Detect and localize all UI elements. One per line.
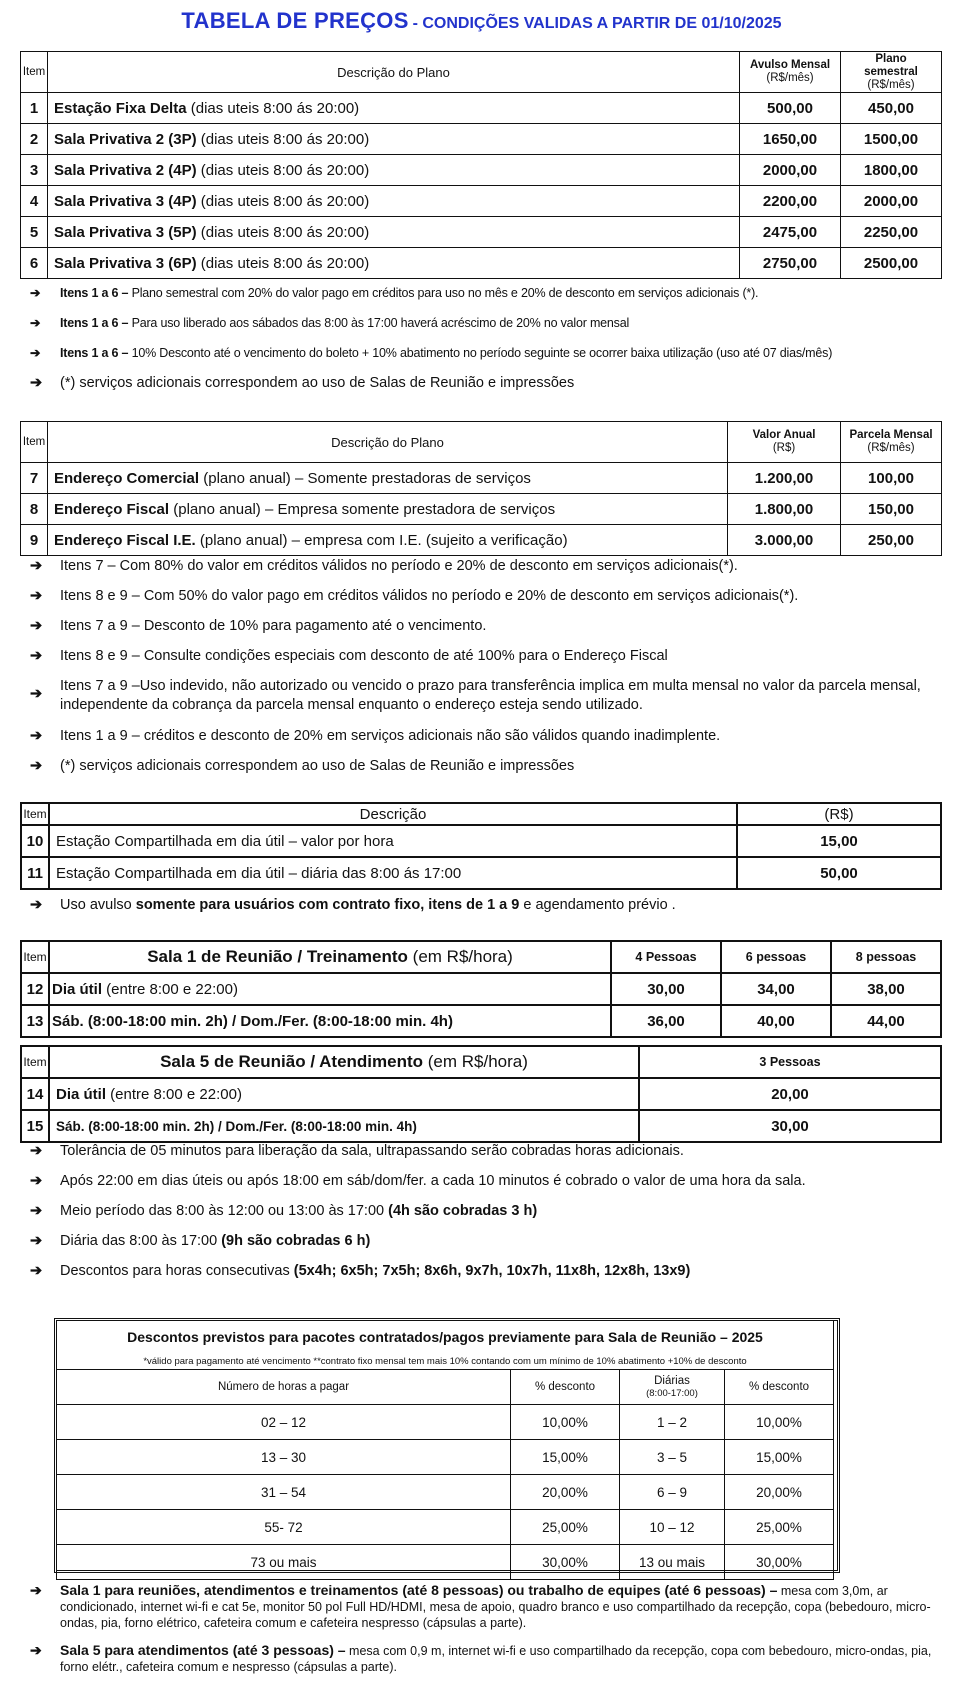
table-row: 55- 72 25,00% 10 – 12 25,00% <box>57 1510 834 1545</box>
table-row: 14 Dia útil (entre 8:00 e 22:00) 20,00 <box>21 1078 941 1110</box>
table-row: 13 – 30 15,00% 3 – 5 15,00% <box>57 1440 834 1475</box>
table-header: Item Sala 1 de Reunião / Treinamento (em R$/hora) 4 Pessoas 6 pessoas 8 pessoas <box>21 941 941 973</box>
note-item: ➔ Tolerância de 05 minutos para liberação da sala, ultrapassando serão cobradas horas adicionais. <box>30 1143 684 1159</box>
table-caption-note: *válido para pagamento até vencimento **contrato fixo mensal tem mais 10% contando com um mínimo de 10% abatimento +10% de desconto <box>57 1353 834 1370</box>
note-item: ➔ Uso avulso somente para usuários com contrato fixo, itens de 1 a 9 e agendamento prévio . <box>30 897 676 913</box>
arrow-right-icon: ➔ <box>30 1263 43 1279</box>
arrow-right-icon: ➔ <box>30 1143 43 1159</box>
note-item: ➔ Itens 1 a 6 – Plano semestral com 20% do valor pago em créditos para uso no mês e 20% de desconto em serviços adicionais (*). <box>30 286 759 300</box>
note-item: ➔ Sala 1 para reuniões, atendimentos e treinamentos (até 8 pessoas) ou trabalho de equipes (até 6 pessoas) – mesa com 3,0m, ar condicionado, internet wi-fi e cat 5e, monitor 50 pol Full HD/HDMI, mesa de apoio, quadro branco e uso compartilhado da recepção, copa (bebedouro, micro-ondas, pia, forno elétrico, cafeteira comum e cafeteira nespresso (cápsulas a parte). <box>30 1582 931 1630</box>
arrow-right-icon: ➔ <box>30 558 43 574</box>
table-row: 13 Sáb. (8:00-18:00 min. 2h) / Dom./Fer. (8:00-18:00 min. 4h) 36,00 40,00 44,00 <box>21 1005 941 1037</box>
note-item: ➔ Itens 7 a 9 –Uso indevido, não autorizado ou vencido o prazo para transferência implica em multa mensal no valor da parcela mensal, independente da cobrança da parcela mensal enquanto o endereço esteja sendo utilizado. <box>30 678 921 713</box>
note-item: ➔ Sala 5 para atendimentos (até 3 pessoas) – mesa com 0,9 m, internet wi-fi e uso compartilhado da recepção, copa com bebedouro, micro-ondas, pia, forno elétr., cafeteira comum e nespresso (cápsulas a parte). <box>30 1642 932 1674</box>
shared-station-table <box>20 802 942 890</box>
arrow-right-icon: ➔ <box>30 286 41 300</box>
header-col2: Parcela Mensal (R$/mês) <box>841 422 942 463</box>
table-row: 9 Endereço Fiscal I.E. (plano anual) – empresa com I.E. (sujeito a verificação) 3.000,00 250,00 <box>21 525 942 556</box>
header-col2: Plano semestral (R$/mês) <box>841 52 942 93</box>
meeting-room-1-table <box>20 940 942 1038</box>
meeting-room-5-table <box>20 1045 942 1143</box>
table-row: 11 Estação Compartilhada em dia útil – diária das 8:00 ás 17:00 50,00 <box>21 857 941 889</box>
arrow-right-icon: ➔ <box>30 686 43 702</box>
page-title <box>0 8 963 34</box>
arrow-right-icon: ➔ <box>30 758 43 774</box>
table-row: 5 Sala Privativa 3 (5P) (dias uteis 8:00 ás 20:00) 2475,00 2250,00 <box>21 217 942 248</box>
note-item: ➔ Itens 1 a 6 – 10% Desconto até o vencimento do boleto + 10% abatimento no período seguinte se ocorrer baixa utilização (uso até 07 dias/mês) <box>30 346 833 360</box>
arrow-right-icon: ➔ <box>30 1233 43 1249</box>
note-item: ➔ Diária das 8:00 às 17:00 (9h são cobradas 6 h) <box>30 1233 371 1249</box>
table-row: 8 Endereço Fiscal (plano anual) – Empresa somente prestadora de serviços 1.800,00 150,00 <box>21 494 942 525</box>
arrow-right-icon: ➔ <box>30 618 43 634</box>
note-item: ➔ Itens 8 e 9 – Consulte condições especiais com desconto de até 100% para o Endereço Fiscal <box>30 648 668 664</box>
arrow-right-icon: ➔ <box>30 588 43 604</box>
arrow-right-icon: ➔ <box>30 1203 43 1219</box>
note-item: ➔ Itens 7 a 9 – Desconto de 10% para pagamento até o vencimento. <box>30 618 487 634</box>
arrow-right-icon: ➔ <box>30 897 43 913</box>
arrow-right-icon: ➔ <box>30 1173 43 1189</box>
table-row: 73 ou mais 30,00% 13 ou mais 30,00% <box>57 1545 834 1580</box>
header-item: Item <box>21 52 48 93</box>
note-item: ➔ Após 22:00 em dias úteis ou após 18:00 em sáb/dom/fer. a cada 10 minutos é cobrado o valor de uma hora da sala. <box>30 1173 806 1189</box>
arrow-right-icon: ➔ <box>30 648 43 664</box>
table-row: 1 Estação Fixa Delta (dias uteis 8:00 ás 20:00) 500,00 450,00 <box>21 93 942 124</box>
table-row: 12 Dia útil (entre 8:00 e 22:00) 30,00 34,00 38,00 <box>21 973 941 1005</box>
table-row: 4 Sala Privativa 3 (4P) (dias uteis 8:00 ás 20:00) 2200,00 2000,00 <box>21 186 942 217</box>
table-header: Item Descrição (R$) <box>21 803 941 825</box>
note-item: ➔ (*) serviços adicionais correspondem ao uso de Salas de Reunião e impressões <box>30 758 575 774</box>
table-row: 6 Sala Privativa 3 (6P) (dias uteis 8:00 ás 20:00) 2750,00 2500,00 <box>21 248 942 279</box>
arrow-right-icon: ➔ <box>30 316 41 330</box>
table-header: Número de horas a pagar % desconto Diárias (8:00-17:00) % desconto <box>57 1370 834 1405</box>
note-item: ➔ Descontos para horas consecutivas (5x4h; 6x5h; 7x5h; 8x6h, 9x7h, 10x7h, 11x8h, 12x8h, 13x9) <box>30 1263 691 1279</box>
note-item: ➔ Meio período das 8:00 às 12:00 ou 13:00 às 17:00 (4h são cobradas 3 h) <box>30 1203 538 1219</box>
note-item: ➔ Itens 1 a 6 – Para uso liberado aos sábados das 8:00 às 17:00 haverá acréscimo de 20% no valor mensal <box>30 316 630 330</box>
address-plans-table <box>20 421 942 556</box>
note-item: ➔ Itens 1 a 9 – créditos e desconto de 20% em serviços adicionais não são válidos quando inadimplente. <box>30 728 721 744</box>
table-header: Item Sala 5 de Reunião / Atendimento (em R$/hora) 3 Pessoas <box>21 1046 941 1078</box>
room1-title: Sala 1 de Reunião / Treinamento (em R$/hora) <box>49 941 611 973</box>
package-discount-table <box>56 1320 834 1580</box>
table-row: 15 Sáb. (8:00-18:00 min. 2h) / Dom./Fer. (8:00-18:00 min. 4h) 30,00 <box>21 1110 941 1142</box>
table-caption: Descontos previstos para pacotes contratados/pagos previamente para Sala de Reunião – 2025 <box>57 1321 834 1354</box>
arrow-right-icon: ➔ <box>30 1642 42 1658</box>
table-header: Item Descrição do Plano Valor Anual (R$) Parcela Mensal (R$/mês) <box>21 422 942 463</box>
arrow-right-icon: ➔ <box>30 728 43 744</box>
note-item: ➔ Itens 8 e 9 – Com 50% do valor pago em créditos válidos no período e 20% de desconto em serviços adicionais(*). <box>30 588 799 604</box>
room5-title: Sala 5 de Reunião / Atendimento (em R$/hora) <box>49 1046 639 1078</box>
table-header <box>21 52 942 93</box>
header-col1: Valor Anual (R$) <box>728 422 841 463</box>
arrow-right-icon: ➔ <box>30 375 43 391</box>
table-row: 3 Sala Privativa 2 (4P) (dias uteis 8:00 ás 20:00) 2000,00 1800,00 <box>21 155 942 186</box>
plans-table <box>20 51 942 279</box>
table-row: 31 – 54 20,00% 6 – 9 20,00% <box>57 1475 834 1510</box>
table-row: 02 – 12 10,00% 1 – 2 10,00% <box>57 1405 834 1440</box>
title-subtitle: - CONDIÇÕES VALIDAS A PARTIR DE 01/10/2025 <box>412 15 782 32</box>
table-row: 2 Sala Privativa 2 (3P) (dias uteis 8:00 ás 20:00) 1650,00 1500,00 <box>21 124 942 155</box>
table-row: 7 Endereço Comercial (plano anual) – Somente prestadoras de serviços 1.200,00 100,00 <box>21 463 942 494</box>
note-item: ➔ Itens 7 – Com 80% do valor em créditos válidos no período e 20% de desconto em serviços adicionais(*). <box>30 558 738 574</box>
table-row: 10 Estação Compartilhada em dia útil – valor por hora 15,00 <box>21 825 941 857</box>
arrow-right-icon: ➔ <box>30 346 41 360</box>
title-main: TABELA DE PREÇOS <box>181 8 409 33</box>
header-desc: Descrição do Plano <box>48 52 740 93</box>
note-item: ➔ (*) serviços adicionais correspondem ao uso de Salas de Reunião e impressões <box>30 375 575 391</box>
arrow-right-icon: ➔ <box>30 1582 42 1598</box>
header-col1: Avulso Mensal (R$/mês) <box>740 52 841 93</box>
